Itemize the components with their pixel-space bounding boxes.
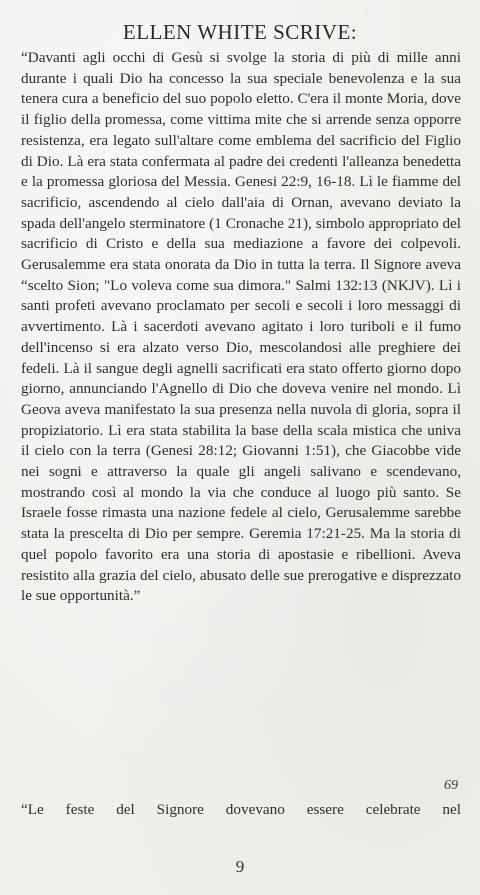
page-title: ELLEN WHITE SCRIVE: bbox=[122, 20, 358, 44]
next-paragraph-start: “Le feste del Signore dovevano essere celebrate nel bbox=[21, 801, 461, 818]
source-page-reference: 69 bbox=[444, 778, 458, 793]
page-number: 9 bbox=[235, 857, 245, 876]
quote-paragraph: “Davanti agli occhi di Gesù si svolge la storia di più di mille anni durante i quali Dio ha concesso la sua speciale benevolenza e la sua tenera cura a beneficio del suo popolo eletto. C'era il monte Moria, dove il figlio della promessa, come vittima mite che si arrende senza opporre resistenza, era legato sull'altare come emblema del sacrificio del Figlio di Dio. Là era stata confermata al padre dei credenti l'alleanza benedetta e la promessa gloriosa del Messia. Genesi 22:9, 16-18. Lì le fiamme del sacrificio, ascendendo al cielo dall'aia di Ornan, avevano deviato la spada dell'angelo sterminatore (1 Cronache 21), simbolo appropriato del sacrificio di Cristo e della sua mediazione a favore dei colpevoli. Gerusalemme era stata onorata da Dio in tutta la terra. Il Signore aveva “scelto Sion; "Lo voleva come sua dimora." Salmi 132:13 (NKJV). Lì i santi profeti avevano proclamato per secoli e secoli i loro messaggi di avvertimento. Là i sacerdoti avevano agitato i loro turiboli e il fumo dell'incenso si era alzato verso Dio, mescolandosi alle preghiere dei fedeli. Là il sangue degli agnelli sacrificati era stato offerto giorno dopo giorno, annunciando l'Agnello di Dio che doveva venire nel mondo. Lì Geova aveva manifestato la sua presenza nella nuvola di gloria, sopra il propiziatorio. Lì era stata stabilita la base della scala mistica che univa il cielo con la terra (Genesi 28:12; Giovanni 1:51), che Giacobbe vide nei sogni e attraverso la quale gli angeli salivano e scendevano, mostrando così al mondo la via che conduce al luogo più santo. Se Israele fosse rimasta una nazione fedele al cielo, Gerusalemme sarebbe stata la prescelta di Dio per sempre. Geremia 17:21-25. Ma la storia di quel popolo favorito era una storia di apostasie e ribellioni. Aveva resistito alla grazia del cielo, abusato delle sue prerogative e disprezzato le sue opportunità.” bbox=[21, 49, 461, 605]
